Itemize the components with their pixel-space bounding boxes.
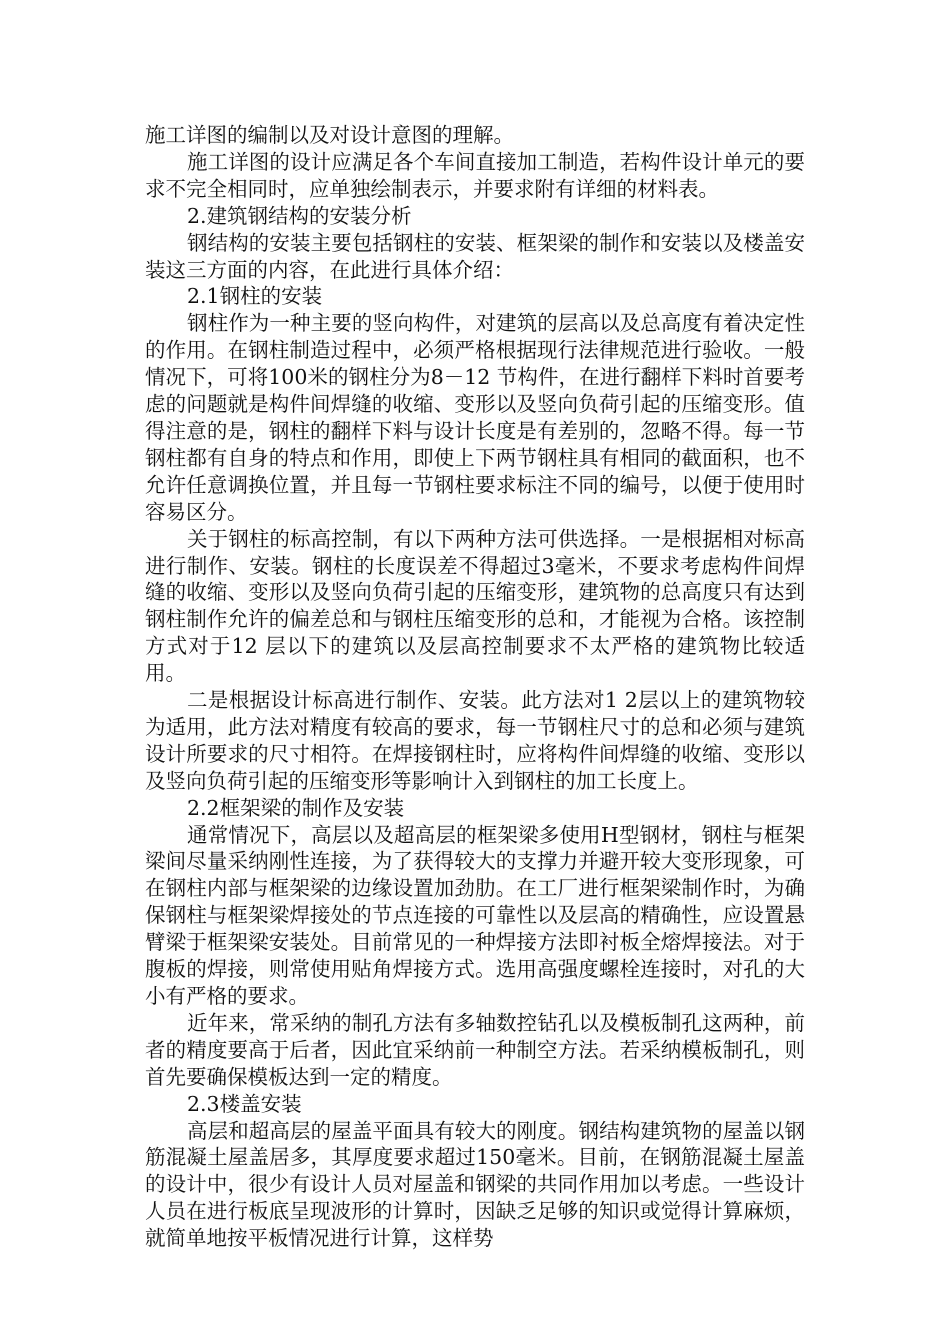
section-heading: 2.2框架梁的制作及安装 bbox=[187, 795, 405, 820]
paragraph: 二是根据设计标高进行制作、安装。此方法对1 2层以上的建筑物较为适用，此方法对精度有较高的要求，每一节钢柱尺寸的总和必须与建筑设计所要求的尺寸相符。在焊接钢柱时，应将构件间焊缝的收缩、变形以及竖向负荷引起的压缩变形等影响计入到钢柱的加工长度上。 bbox=[145, 688, 805, 793]
paragraph: 施工详图的设计应满足各个车间直接加工制造，若构件设计单元的要求不完全相同时，应单独绘制表示，并要求附有详细的材料表。 bbox=[145, 149, 805, 201]
paragraph: 施工详图的编制以及对设计意图的理解。 bbox=[145, 123, 514, 147]
section-heading: 2.建筑钢结构的安装分析 bbox=[187, 203, 412, 228]
paragraph: 高层和超高层的屋盖平面具有较大的刚度。钢结构建筑物的屋盖以钢筋混凝土屋盖居多，其厚度要求超过150毫米。目前，在钢筋混凝土屋盖的设计中，很少有设计人员对屋盖和钢梁的共同作用加以考虑。一些设计人员在进行板底呈现波形的计算时，因缺乏足够的知识或觉得计算麻烦，就简单地按平板情况进行计算，这样势 bbox=[145, 1118, 805, 1251]
paragraph: 通常情况下，高层以及超高层的框架梁多使用H型钢材，钢柱与框架梁间尽量采纳刚性连接，为了获得较大的支撑力并避开较大变形现象，可在钢柱内部与框架梁的边缘设置加劲肋。在工厂进行框架梁制作时，为确保钢柱与框架梁焊接处的节点连接的可靠性以及层高的精确性，应设置悬臂梁于框架梁安装处。目前常见的一种焊接方法即衬板全熔焊接法。对于腹板的焊接，则常使用贴角焊接方式。选用高强度螺栓连接时，对孔的大小有严格的要求。 bbox=[145, 822, 805, 1008]
document-body bbox=[145, 122, 805, 1252]
paragraph: 近年来，常采纳的制孔方法有多轴数控钻孔以及模板制孔这两种，前者的精度要高于后者，因此宜采纳前一种制空方法。若采纳模板制孔，则首先要确保模板达到一定的精度。 bbox=[145, 1010, 805, 1089]
section-heading: 2.3楼盖安装 bbox=[187, 1091, 302, 1116]
section-heading: 2.1钢柱的安装 bbox=[187, 284, 323, 309]
paragraph: 关于钢柱的标高控制，有以下两种方法可供选择。一是根据相对标高进行制作、安装。钢柱的长度误差不得超过3毫米，不要求考虑构件间焊缝的收缩、变形以及竖向负荷引起的压缩变形，建筑物的总高度只有达到钢柱制作允许的偏差总和与钢柱压缩变形的总和，才能视为合格。该控制方式对于12 层以下的建筑以及层高控制要求不太严格的建筑物比较适用。 bbox=[145, 526, 805, 686]
paragraph: 钢柱作为一种主要的竖向构件，对建筑的层高以及总高度有着决定性的作用。在钢柱制造过程中，必须严格根据现行法律规范进行验收。一般情况下，可将100米的钢柱分为8－12 节构件，在进行翻样下料时首要考虑的问题就是构件间焊缝的收缩、变形以及竖向负荷引起的压缩变形。值得注意的是，钢柱的翻样下料与设计长度是有差别的，忽略不得。每一节钢柱都有自身的特点和作用，即使上下两节钢柱具有相同的截面积，也不允许任意调换位置，并且每一节钢柱要求标注不同的编号，以便于使用时容易区分。 bbox=[145, 311, 805, 524]
paragraph: 钢结构的安装主要包括钢柱的安装、框架梁的制作和安装以及楼盖安装这三方面的内容，在此进行具体介绍： bbox=[145, 230, 805, 282]
